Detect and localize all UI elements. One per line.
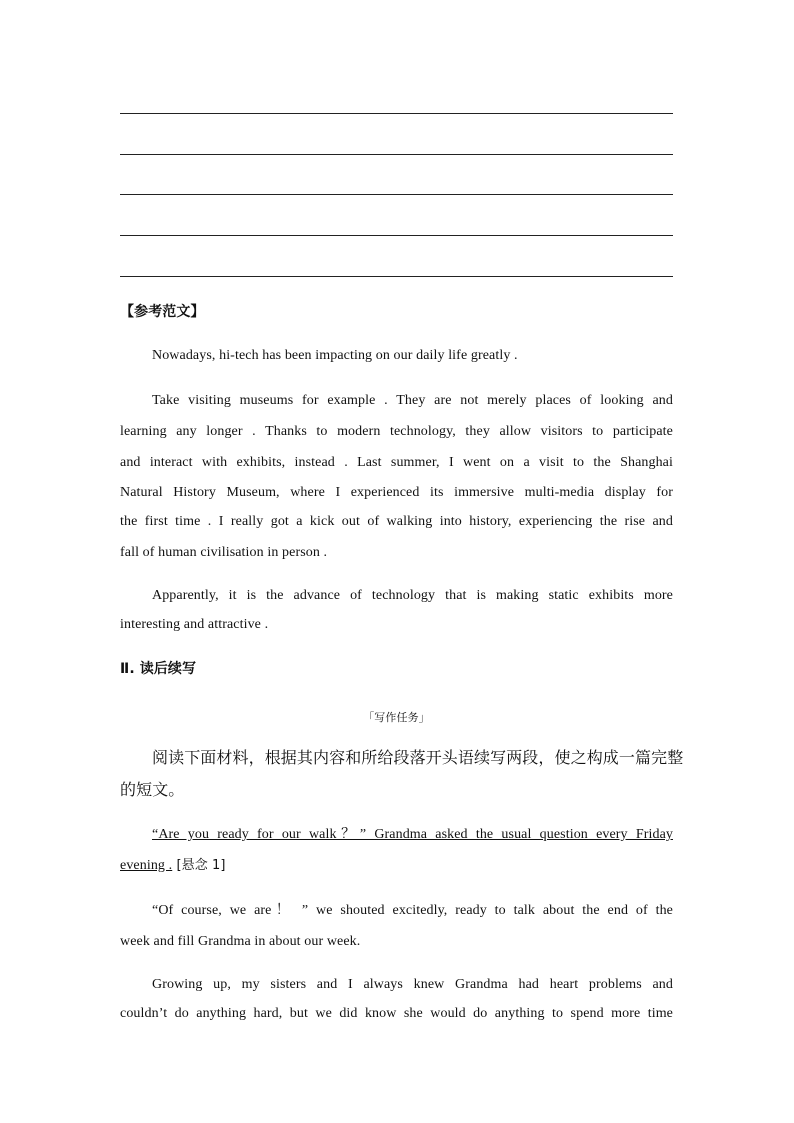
suspense-note: [悬念 1] <box>172 858 226 873</box>
essay-paragraph-3-line-2: interesting and attractive . <box>120 617 269 632</box>
story-paragraph-1-line-1: “Are you ready for our walk？” Grandma asked the usual question every Friday <box>152 827 673 842</box>
essay-paragraph-1-line-1: Nowadays, hi-tech has been impacting on our daily life greatly . <box>152 348 518 363</box>
writing-task-title: 「写作任务」 <box>363 711 430 724</box>
essay-paragraph-2-line-3: and interact with exhibits, instead . Last summer, I went on a visit to the Shanghai <box>120 455 673 470</box>
story-paragraph-2-line-2: week and fill Grandma in about our week. <box>120 934 361 949</box>
reference-essay-heading: 【参考范文】 <box>120 304 205 320</box>
essay-paragraph-2-line-2: learning any longer . Thanks to modern technology, they allow visitors to participate <box>120 424 673 439</box>
story-underlined-phrase: evening . <box>120 858 173 873</box>
instruction-line-2: 的短文。 <box>120 780 185 799</box>
writing-line-1 <box>120 113 673 114</box>
section-2-heading: Ⅱ. 读后续写 <box>120 661 197 677</box>
writing-line-3 <box>120 194 673 195</box>
essay-paragraph-2-line-6: fall of human civilisation in person . <box>120 545 328 560</box>
essay-paragraph-2-line-4: Natural History Museum, where I experienced its immersive multi-media display for <box>120 485 673 500</box>
story-paragraph-1-line-2 <box>120 856 673 876</box>
essay-paragraph-2-line-5: the first time . I really got a kick out of walking into history, experiencing the rise and <box>120 514 673 529</box>
story-paragraph-3-line-1: Growing up, my sisters and I always knew Grandma had heart problems and <box>152 977 673 992</box>
writing-line-2 <box>120 154 673 155</box>
writing-line-5 <box>120 276 673 277</box>
essay-paragraph-2-line-1: Take visiting museums for example . They are not merely places of looking and <box>152 393 673 408</box>
instruction-line-1: 阅读下面材料，根据其内容和所给段落开头语续写两段，使之构成一篇完整 <box>152 748 684 767</box>
story-paragraph-3-line-2: couldn’t do anything hard, but we did know she would do anything to spend more time <box>120 1006 673 1021</box>
writing-line-4 <box>120 235 673 236</box>
essay-paragraph-3-line-1: Apparently, it is the advance of technology that is making static exhibits more <box>152 588 673 603</box>
story-paragraph-2-line-1: “Of course, we are！ ” we shouted excitedly, ready to talk about the end of the <box>152 903 673 918</box>
